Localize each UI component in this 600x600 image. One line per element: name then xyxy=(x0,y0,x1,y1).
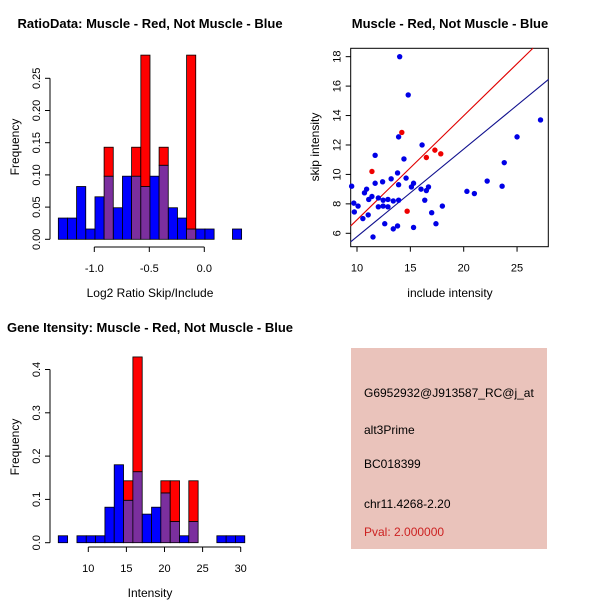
hist-bar-blue xyxy=(86,536,95,543)
hist-bar-overlap xyxy=(170,521,179,542)
x-tick-label: 10 xyxy=(350,262,364,275)
y-tick-label: 8 xyxy=(331,200,344,207)
pval-text: Pval: 2.000000 xyxy=(364,525,445,539)
splice-type-text: alt3Prime xyxy=(364,423,415,437)
scatter-x-axis-label: include intensity xyxy=(407,286,493,300)
not-muscle-point xyxy=(418,186,423,191)
hist-bar-blue xyxy=(205,229,214,239)
hist-bar-blue xyxy=(152,507,161,543)
not-muscle-point xyxy=(376,195,381,200)
hist-bar-blue xyxy=(67,218,76,239)
hist-bar-blue xyxy=(232,229,241,239)
gene-intensity-y-axis-label: Frequency xyxy=(8,418,22,476)
not-muscle-point xyxy=(352,209,357,214)
hist-bar-blue xyxy=(122,176,131,239)
not-muscle-point xyxy=(360,216,365,221)
muscle-point xyxy=(399,130,404,135)
not-muscle-point xyxy=(366,212,371,217)
hist-bar-blue xyxy=(105,507,114,543)
hist-bar-red xyxy=(189,481,198,522)
not-muscle-point xyxy=(366,197,371,202)
not-muscle-point xyxy=(385,204,390,209)
y-tick-label: 10 xyxy=(331,168,344,181)
not-muscle-point xyxy=(484,178,489,183)
not-muscle-point xyxy=(538,117,543,122)
y-tick-label: 12 xyxy=(331,138,344,152)
not-muscle-point xyxy=(370,234,375,239)
x-tick-label: -1.0 xyxy=(84,263,104,275)
not-muscle-point xyxy=(411,225,416,230)
hist-bar-red xyxy=(141,55,150,186)
y-tick-label: 0.3 xyxy=(31,405,43,421)
panel-gene-intensity-histogram xyxy=(0,300,300,600)
accession-text: BC018399 xyxy=(364,457,421,471)
hist-bar-blue xyxy=(168,208,177,240)
panel-ratio-histogram xyxy=(0,0,300,300)
hist-bar-red xyxy=(104,147,113,176)
not-muscle-point xyxy=(396,134,401,139)
not-muscle-point xyxy=(395,170,400,175)
x-tick-label: 30 xyxy=(234,563,247,575)
not-muscle-point xyxy=(499,183,504,188)
y-tick-label: 0.4 xyxy=(31,361,43,378)
hist-bar-overlap xyxy=(133,472,142,543)
not-muscle-point xyxy=(409,184,414,189)
y-tick-label: 14 xyxy=(331,109,344,122)
hist-bar-blue xyxy=(226,536,235,543)
scatter-title: Muscle - Red, Not Muscle - Blue xyxy=(351,16,549,31)
panel-gene-info xyxy=(300,300,600,600)
hist-bar-blue xyxy=(180,536,189,543)
hist-bar-red xyxy=(187,55,196,229)
hist-bar-blue xyxy=(77,536,86,543)
x-tick-label: 25 xyxy=(196,563,209,575)
not-muscle-point xyxy=(502,160,507,165)
not-muscle-fit-line xyxy=(351,79,549,242)
muscle-point xyxy=(369,169,374,174)
hist-bar-blue xyxy=(217,536,226,543)
not-muscle-point xyxy=(397,54,402,59)
ratio-histogram-plot xyxy=(0,0,300,300)
chromosome-location-text: chr11.4268-2.20 xyxy=(364,497,451,511)
hist-bar-red xyxy=(161,481,170,493)
hist-bar-red xyxy=(124,481,133,500)
not-muscle-point xyxy=(429,210,434,215)
hist-bar-overlap xyxy=(187,229,196,239)
hist-bar-blue xyxy=(95,197,104,240)
not-muscle-point xyxy=(355,203,360,208)
y-tick-label: 0.25 xyxy=(31,67,43,90)
ratio-histogram-x-axis-label: Log2 Ratio Skip/Include xyxy=(86,286,214,300)
not-muscle-point xyxy=(372,153,377,158)
not-muscle-point xyxy=(376,204,381,209)
y-tick-label: 0.15 xyxy=(31,131,43,154)
not-muscle-point xyxy=(396,197,401,202)
gene-intensity-x-axis-label: Intensity xyxy=(127,586,173,600)
hist-bar-red xyxy=(132,147,141,176)
probe-id-text: G6952932@J913587_RC@j_at xyxy=(364,386,534,400)
hist-bar-blue xyxy=(142,514,151,543)
not-muscle-point xyxy=(403,175,408,180)
hist-bar-overlap xyxy=(189,521,198,542)
muscle-point xyxy=(424,155,429,160)
y-tick-label: 18 xyxy=(331,50,344,63)
hist-bar-red xyxy=(133,357,142,472)
hist-bar-overlap xyxy=(132,176,141,239)
hist-bar-blue xyxy=(235,536,244,543)
gene-intensity-histogram-title: Gene Itensity: Muscle - Red, Not Muscle - Blue xyxy=(6,320,294,335)
hist-bar-blue xyxy=(58,536,67,543)
hist-bar-overlap xyxy=(124,500,133,542)
not-muscle-point xyxy=(372,181,377,186)
not-muscle-point xyxy=(401,156,406,161)
ratio-histogram-title: RatioData: Muscle - Red, Not Muscle - Blue xyxy=(17,16,283,31)
y-tick-label: 0.20 xyxy=(31,99,43,122)
x-tick-label: -0.5 xyxy=(139,263,159,275)
muscle-point xyxy=(438,151,443,156)
info-box xyxy=(351,348,547,549)
hist-bar-blue xyxy=(177,218,186,239)
y-tick-label: 0.1 xyxy=(31,491,43,508)
x-tick-label: 20 xyxy=(158,563,171,575)
not-muscle-point xyxy=(349,183,354,188)
y-tick-label: 0.05 xyxy=(31,196,43,218)
not-muscle-point xyxy=(406,92,411,97)
hist-bar-blue xyxy=(150,176,159,239)
scatter-plot xyxy=(300,0,600,300)
x-tick-label: 20 xyxy=(457,262,470,275)
hist-bar-blue xyxy=(113,208,122,240)
hist-bar-overlap xyxy=(161,493,170,543)
hist-bar-overlap xyxy=(159,165,168,239)
not-muscle-point xyxy=(364,186,369,191)
y-tick-label: 6 xyxy=(331,230,344,237)
muscle-point xyxy=(432,147,437,152)
not-muscle-point xyxy=(382,221,387,226)
not-muscle-point xyxy=(385,197,390,202)
not-muscle-point xyxy=(388,176,393,181)
y-tick-label: 0.10 xyxy=(31,164,43,186)
hist-bar-red xyxy=(170,481,179,522)
not-muscle-point xyxy=(440,203,445,208)
hist-bar-blue xyxy=(196,229,205,239)
x-tick-label: 15 xyxy=(120,563,133,575)
hist-bar-blue xyxy=(96,536,105,543)
not-muscle-point xyxy=(419,142,424,147)
not-muscle-point xyxy=(395,223,400,228)
not-muscle-point xyxy=(464,189,469,194)
panel-scatter xyxy=(300,0,600,300)
not-muscle-point xyxy=(380,179,385,184)
x-tick-label: 0.0 xyxy=(196,263,212,275)
not-muscle-point xyxy=(514,134,519,139)
hist-bar-overlap xyxy=(104,176,113,239)
hist-bar-blue xyxy=(58,218,67,239)
x-tick-label: 25 xyxy=(510,262,524,275)
x-tick-label: 15 xyxy=(404,262,417,275)
muscle-point xyxy=(404,209,409,214)
hist-bar-blue xyxy=(86,229,95,239)
hist-bar-blue xyxy=(114,465,123,543)
not-muscle-point xyxy=(426,184,431,189)
y-tick-label: 16 xyxy=(331,79,344,93)
not-muscle-point xyxy=(422,197,427,202)
hist-bar-blue xyxy=(77,186,86,239)
not-muscle-point xyxy=(380,197,385,202)
not-muscle-point xyxy=(380,203,385,208)
hist-bar-overlap xyxy=(141,186,150,239)
y-tick-label: 0.00 xyxy=(31,228,43,251)
x-tick-label: 10 xyxy=(82,563,95,575)
y-tick-label: 0.0 xyxy=(31,535,43,551)
y-tick-label: 0.2 xyxy=(31,448,43,464)
hist-bar-red xyxy=(159,147,168,165)
not-muscle-point xyxy=(396,182,401,187)
scatter-y-axis-label: skip intensity xyxy=(308,112,322,182)
not-muscle-point xyxy=(472,191,477,196)
not-muscle-point xyxy=(433,221,438,226)
not-muscle-point xyxy=(391,198,396,203)
gene-intensity-histogram-plot xyxy=(0,300,300,600)
ratio-histogram-y-axis-label: Frequency xyxy=(8,118,22,176)
